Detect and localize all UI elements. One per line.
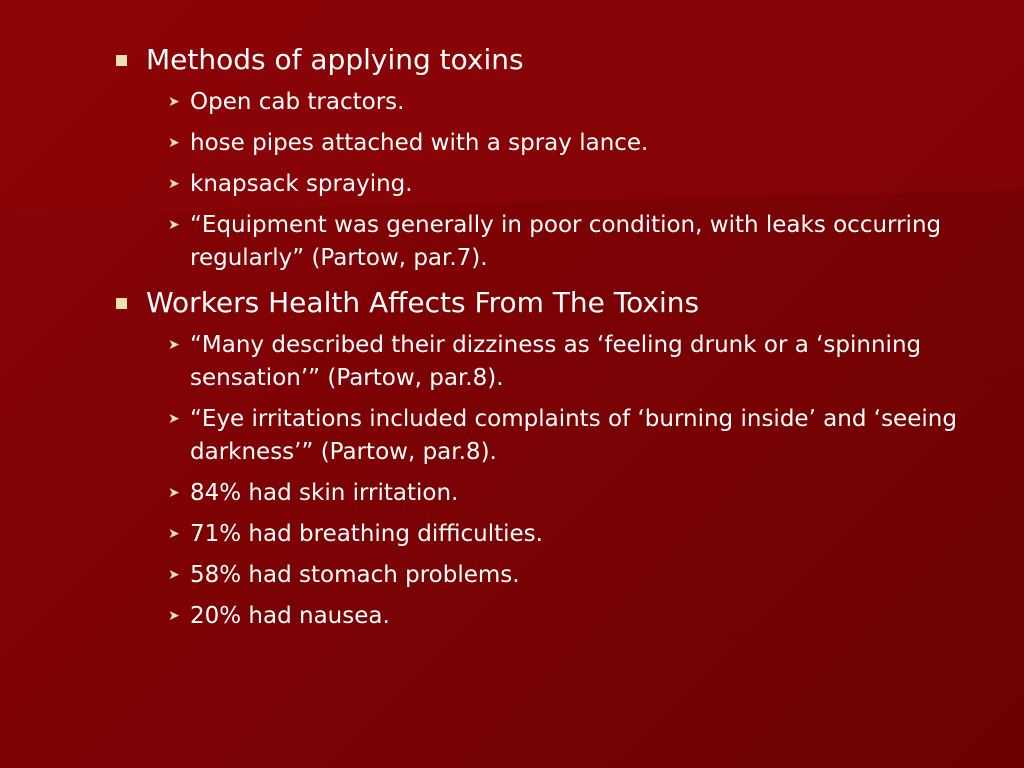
- list-item-text: Open cab tractors.: [190, 89, 405, 115]
- list-item-text: “Equipment was generally in poor condition, with leaks occurring regularly” (Partow, par.7).: [190, 212, 942, 271]
- list-item-text: 20% had nausea.: [190, 603, 390, 629]
- list-item-text: 71% had breathing difficulties.: [190, 521, 543, 547]
- section-heading-health: [112, 283, 972, 323]
- list-item: [112, 209, 972, 275]
- list-item-text: hose pipes attached with a spray lance.: [190, 130, 649, 156]
- list-item: [112, 168, 972, 201]
- list-item: [112, 600, 972, 633]
- list-item: [112, 477, 972, 510]
- list-item: [112, 403, 972, 469]
- list-item: [112, 518, 972, 551]
- arrow-bullet-icon: ➤: [168, 217, 180, 233]
- arrow-bullet-icon: ➤: [168, 176, 180, 192]
- health-effects-list: [112, 329, 972, 633]
- square-bullet-icon: [116, 298, 127, 309]
- list-item-text: 58% had stomach problems.: [190, 562, 520, 588]
- arrow-bullet-icon: ➤: [168, 94, 180, 110]
- arrow-bullet-icon: ➤: [168, 567, 180, 583]
- arrow-bullet-icon: ➤: [168, 608, 180, 624]
- list-item: [112, 329, 972, 395]
- arrow-bullet-icon: ➤: [168, 337, 180, 353]
- slide-content: [112, 40, 972, 641]
- section-heading-text: Methods of applying toxins: [146, 43, 524, 76]
- list-item: [112, 559, 972, 592]
- list-item: [112, 86, 972, 119]
- section-heading-methods: [112, 40, 972, 80]
- list-item: [112, 127, 972, 160]
- arrow-bullet-icon: ➤: [168, 485, 180, 501]
- methods-list: [112, 86, 972, 275]
- square-bullet-icon: [116, 55, 127, 66]
- arrow-bullet-icon: ➤: [168, 526, 180, 542]
- arrow-bullet-icon: ➤: [168, 135, 180, 151]
- list-item-text: knapsack spraying.: [190, 171, 413, 197]
- list-item-text: 84% had skin irritation.: [190, 480, 459, 506]
- list-item-text: “Eye irritations included complaints of ‘burning inside’ and ‘seeing darkness’” (Partow, par.8).: [190, 406, 957, 465]
- section-heading-text: Workers Health Affects From The Toxins: [146, 286, 700, 319]
- arrow-bullet-icon: ➤: [168, 411, 180, 427]
- list-item-text: “Many described their dizziness as ‘feeling drunk or a ‘spinning sensation’” (Partow, par.8).: [190, 332, 922, 391]
